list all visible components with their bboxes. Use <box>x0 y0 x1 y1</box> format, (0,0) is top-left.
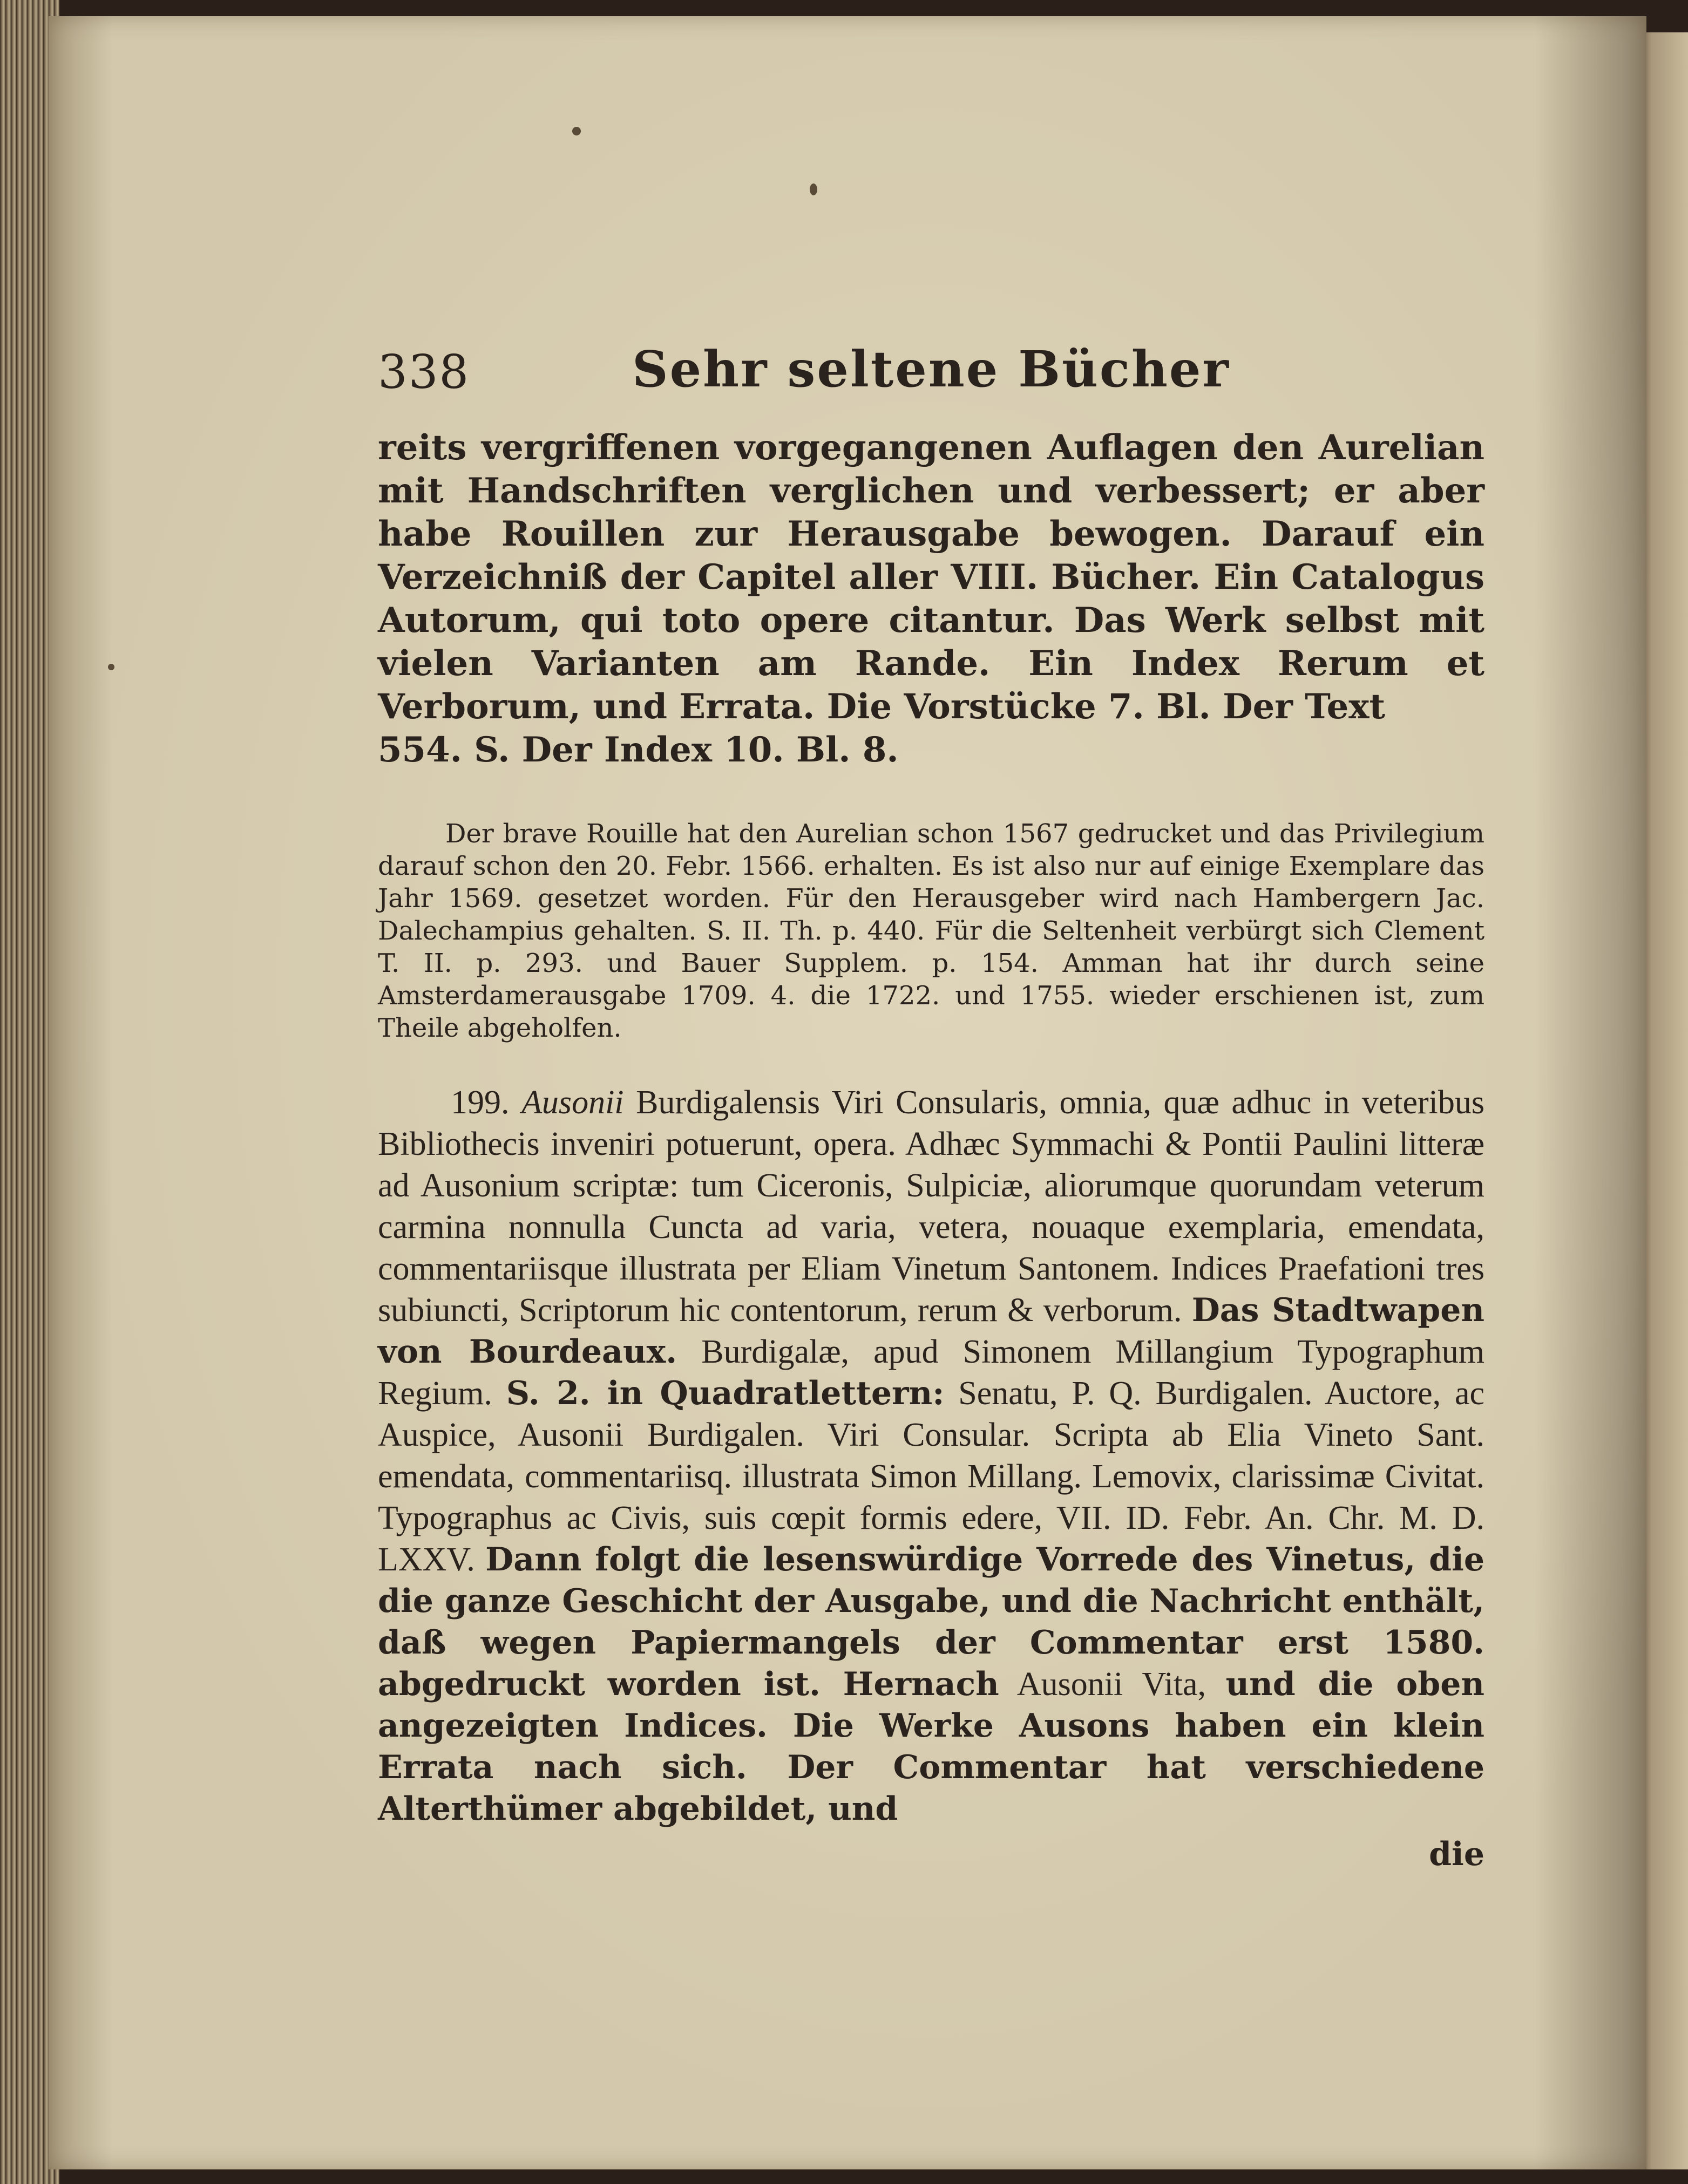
entry-imprint: Burdigalæ, apud Simonem Millangium Typographum Regium. <box>378 1333 1484 1412</box>
entry-description: Dann folgt die lesenswürdige Vorrede des Vinetus, die die ganze Geschicht der Ausgabe, und die Nachricht enthält, daß wegen Papiermangels der Commentar erst 1580. abgedruckt worden ist. Hernach <box>378 1541 1484 1703</box>
entry-title-latin: Burdigalensis Viri Consularis, omnia, quæ adhuc in veteribus Bibliothecis inveniri potuerunt, opera. Adhæc Symmachi & Pontii Paulini litteræ ad Ausonium scriptæ: tum Ciceronis, Sulpiciæ, aliorumque quorundam veterum carmina nonnulla Cuncta ad varia, vetera, nouaque exemplaria, emendata, commentariisque illustrata per Eliam Vinetum Santonem. Indices Praefationi tres subiuncti, Scriptorum hic contentorum, rerum & verborum. <box>378 1084 1485 1329</box>
footnote-paragraph: Der brave Rouille hat den Aurelian schon 1567 gedrucket und das Privilegium darauf schon den 20. Febr. 1566. erhalten. Es ist also nur auf einige Exemplare das Jahr 1569. gesetzet worden. Für den Herausgeber wird nach Hambergern Jac. Dalechampius gehalten. S. II. Th. p. 440. Für die Seltenheit verbürgt sich Clement T. II. p. 293. und Bauer Supplem. p. 154. Amman hat ihr durch seine Amsterdamerausgabe 1709. 4. die 1722. und 1755. wieder erschienen ist, zum Theile abgeholfen. <box>378 819 1484 1043</box>
running-head <box>378 335 1484 405</box>
running-title: Sehr seltene Bücher <box>632 340 1230 398</box>
entry-author: Ausonii <box>521 1084 624 1121</box>
catchword: die <box>1429 1835 1484 1873</box>
entry-description: Das Stadtwapen von Bourdeaux. <box>378 1291 1484 1371</box>
entry-description: und die oben angezeigten Indices. Die Werke Ausons haben ein klein Errata nach sich. Der Commentar hat verschiedene Alterthümer abgebildet, und <box>378 1665 1484 1828</box>
text-block <box>378 335 1484 1873</box>
paragraph-text: reits vergriffenen vorgegangenen Auflagen den Aurelian mit Handschriften verglichen und verbessert; er aber habe Rouillen zur Herausgabe bewogen. Darauf ein Verzeichniß der Capitel aller VIII. Bücher. Ein Catalogus Autorum, qui toto opere citantur. Das Werk selbst mit vielen Varianten am Rande. Ein Index Rerum et Verborum, und Errata. Die Vorstücke 7. Bl. Der Text <box>378 427 1484 727</box>
entry-number: 199. <box>451 1084 510 1121</box>
continuation-paragraph <box>378 426 1484 772</box>
ink-speck <box>108 664 114 670</box>
entry-colophon: Senatu, P. Q. Burdigalen. Auctore, ac Auspice, Ausonii Burdigalen. Viri Consular. Scripta ab Elia Vineto Sant. emendata, commentariisq. illustrata Simon Millang. Lemovix, clarissimæ Civitat. Typographus ac Civis, suis cœpit formis edere, VII. ID. Febr. An. Chr. M. D. LXXV. <box>378 1375 1484 1578</box>
entry-description: S. 2. in Quadratlettern: <box>506 1375 945 1412</box>
paragraph-last-line: 554. S. Der Index 10. Bl. 8. <box>378 730 899 770</box>
ink-speck <box>572 127 581 135</box>
ink-speck <box>810 183 817 195</box>
bibliography-entry-199 <box>378 1082 1484 1830</box>
entry-latin-ref: Ausonii Vita, <box>999 1666 1226 1703</box>
page-number: 338 <box>378 345 470 399</box>
